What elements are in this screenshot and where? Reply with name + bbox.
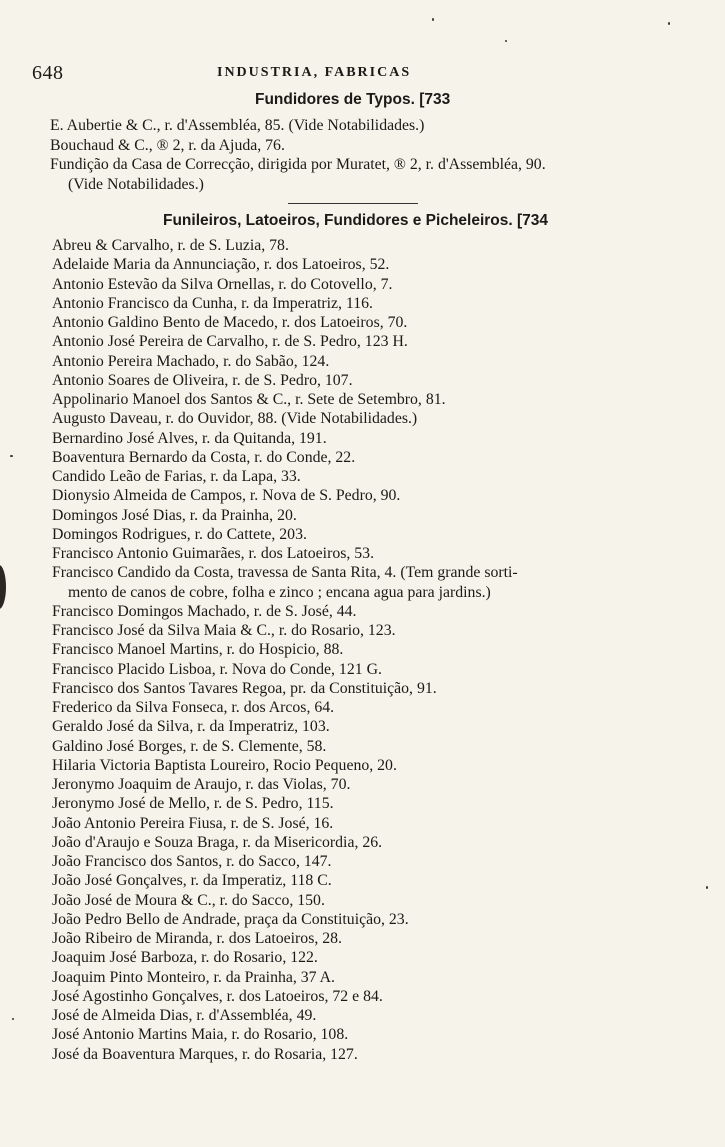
directory-entry: Francisco Domingos Machado, r. de S. José, 44.	[52, 602, 357, 620]
directory-entry: Frederico da Silva Fonseca, r. dos Arcos, 64.	[52, 699, 335, 716]
directory-entry: Francisco Antonio Guimarães, r. dos Latoeiros, 53.	[52, 545, 375, 562]
directory-entry: Adelaide Maria da Annunciação, r. dos Latoeiros, 52.	[52, 256, 390, 274]
directory-entry: Joaquim José Barboza, r. do Rosario, 122.	[52, 949, 318, 967]
directory-entry: João Antonio Pereira Fiusa, r. de S. José, 16.	[52, 814, 334, 832]
directory-entry: José Antonio Martins Maia, r. do Rosario, 108.	[52, 1026, 349, 1044]
directory-entry: Augusto Daveau, r. do Ouvidor, 88. (Vide Notabilidades.)	[52, 410, 418, 428]
directory-entry: Francisco Manoel Martins, r. do Hospicio, 88.	[52, 641, 344, 659]
section-title-tinsmiths: Funileiros, Latoeiros, Fundidores e Picheleiros. [734	[163, 212, 549, 229]
directory-entry: E. Aubertie & C., r. d'Assembléa, 85. (Vide Notabilidades.)	[50, 117, 425, 134]
directory-entry: Abreu & Carvalho, r. de S. Luzia, 78.	[52, 237, 289, 254]
directory-entry: João José Gonçalves, r. da Imperatiz, 118 C.	[52, 872, 332, 890]
print-speck	[10, 455, 13, 457]
directory-entry: Dionysio Almeida de Campos, r. Nova de S. Pedro, 90.	[52, 487, 401, 505]
print-speck	[668, 22, 670, 25]
directory-entry: João Francisco dos Santos, r. do Sacco, 147.	[52, 853, 332, 870]
page-header	[32, 62, 682, 88]
directory-entry: mento de canos de cobre, folha e zinco ; encana agua para jardins.)	[68, 583, 491, 601]
print-speck	[12, 1018, 14, 1020]
print-speck	[706, 886, 708, 889]
directory-entry: (Vide Notabilidades.)	[68, 175, 204, 193]
print-speck	[432, 18, 434, 21]
section-title-typefounders: Fundidores de Typos. [733	[255, 91, 451, 108]
directory-entry: Antonio Estevão da Silva Ornellas, r. do Cotovello, 7.	[52, 275, 393, 293]
directory-entry: Francisco Candido da Costa, travessa de Santa Rita, 4. (Tem grande sorti-	[52, 564, 518, 582]
directory-entry: Jeronymo Joaquim de Araujo, r. das Violas, 70.	[52, 776, 351, 793]
directory-entry: Bernardino José Alves, r. da Quitanda, 191.	[52, 429, 327, 447]
directory-entry: Hilaria Victoria Baptista Loureiro, Rocio Pequeno, 20.	[52, 756, 397, 774]
directory-entry: Candido Leão de Farias, r. da Lapa, 33.	[52, 468, 301, 485]
print-speck	[505, 40, 507, 42]
directory-entry: João José de Moura & C., r. do Sacco, 150.	[52, 891, 325, 909]
directory-entry: Joaquim Pinto Monteiro, r. da Prainha, 37 A.	[52, 968, 336, 986]
page-number: 648	[32, 62, 64, 84]
directory-entry: José Agostinho Gonçalves, r. dos Latoeiros, 72 e 84.	[52, 987, 383, 1005]
directory-entry: Antonio Francisco da Cunha, r. da Imperatriz, 116.	[52, 294, 373, 312]
directory-entry: João Ribeiro de Miranda, r. dos Latoeiros, 28.	[52, 930, 342, 947]
directory-entry: José de Almeida Dias, r. d'Assembléa, 49.	[52, 1007, 317, 1024]
directory-entry: Antonio Soares de Oliveira, r. de S. Pedro, 107.	[52, 371, 353, 389]
ink-blot	[0, 565, 6, 609]
directory-entry: Appolinario Manoel dos Santos & C., r. Sete de Setembro, 81.	[52, 391, 446, 408]
directory-entry: Domingos José Dias, r. da Prainha, 20.	[52, 506, 297, 524]
directory-entry: Domingos Rodrigues, r. do Cattete, 203.	[52, 525, 307, 543]
directory-entry: João Pedro Bello de Andrade, praça da Constituição, 23.	[52, 910, 409, 928]
directory-entry: Fundição da Casa de Correcção, dirigida por Muratet, ® 2, r. d'Assembléa, 90.	[50, 156, 546, 173]
directory-entry: Jeronymo José de Mello, r. de S. Pedro, 115.	[52, 795, 334, 813]
directory-entry: Antonio José Pereira de Carvalho, r. de S. Pedro, 123 H.	[52, 333, 408, 351]
directory-entry: Galdino José Borges, r. de S. Clemente, 58.	[52, 737, 327, 755]
directory-entry: Bouchaud & C., ® 2, r. da Ajuda, 76.	[50, 136, 285, 154]
directory-entry: Francisco José da Silva Maia & C., r. do Rosario, 123.	[52, 622, 396, 639]
directory-entry: Francisco dos Santos Tavares Regoa, pr. da Constituição, 91.	[52, 679, 437, 697]
directory-entry: Geraldo José da Silva, r. da Imperatriz, 103.	[52, 718, 330, 736]
directory-entry: José da Boaventura Marques, r. do Rosaria, 127.	[52, 1045, 358, 1063]
directory-entry: João d'Araujo e Souza Braga, r. da Misericordia, 26.	[52, 833, 383, 851]
running-head: INDUSTRIA, FABRICAS	[217, 65, 412, 80]
directory-entry: Antonio Galdino Bento de Macedo, r. dos Latoeiros, 70.	[52, 314, 408, 331]
directory-entry: Antonio Pereira Machado, r. do Sabão, 124.	[52, 352, 330, 370]
directory-entry: Boaventura Bernardo da Costa, r. do Conde, 22.	[52, 448, 356, 466]
directory-entry: Francisco Placido Lisboa, r. Nova do Conde, 121 G.	[52, 660, 382, 678]
section-divider	[288, 203, 418, 204]
